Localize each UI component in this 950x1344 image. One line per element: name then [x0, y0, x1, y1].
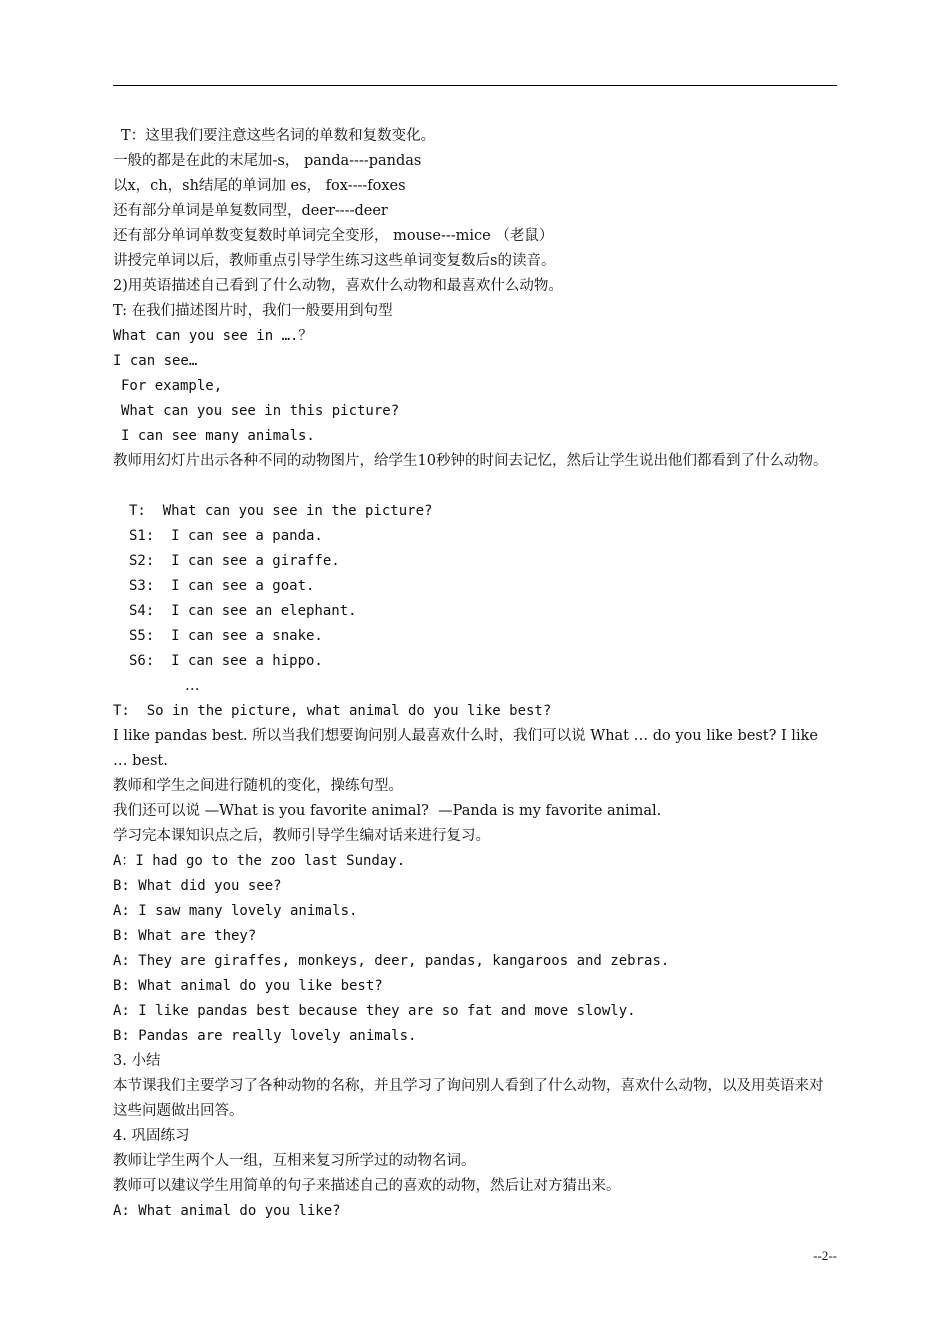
- dialogue-line: B: Pandas are really lovely animals.: [113, 1028, 417, 1044]
- section-heading: 4. 巩固练习: [113, 1128, 190, 1144]
- text-line: 教师让学生两个人一组，互相来复习所学过的动物名词。: [113, 1153, 476, 1169]
- dialogue-line: S6: I can see a hippo.: [129, 653, 323, 669]
- text-line: 教师和学生之间进行随机的变化，操练句型。: [113, 778, 403, 794]
- text-line: T：这里我们要注意这些名词的单数和复数变化。: [121, 128, 436, 144]
- dialogue-line: B: What are they?: [113, 928, 257, 944]
- text-line: 还有部分单词是单复数同型，deer----deer: [113, 203, 388, 219]
- text-line: 我们还可以说 —What is you favorite animal? —Panda is my favorite animal.: [113, 803, 662, 819]
- dialogue-line: A: They are giraffes, monkeys, deer, pandas, kangaroos and zebras.: [113, 953, 670, 969]
- text-line: 学习完本课知识点之后，教师引导学生编对话来进行复习。: [113, 828, 490, 844]
- dialogue-line: A：I had go to the zoo last Sunday.: [113, 853, 406, 869]
- dialogue-line: S3: I can see a goat.: [129, 578, 315, 594]
- dialogue-line: T: What can you see in the picture?: [129, 503, 433, 519]
- dialogue-line: B: What did you see?: [113, 878, 282, 894]
- dialogue-line: S1: I can see a panda.: [129, 528, 323, 544]
- text-line: What can you see in this picture?: [121, 403, 400, 419]
- text-line: 2)用英语描述自己看到了什么动物，喜欢什么动物和最喜欢什么动物。: [113, 278, 563, 294]
- text-line: T: 在我们描述图片时，我们一般要用到句型: [113, 303, 393, 319]
- dialogue-line: S5: I can see a snake.: [129, 628, 323, 644]
- dialogue-line: S4: I can see an elephant.: [129, 603, 357, 619]
- dialogue-line: A: I like pandas best because they are so fat and move slowly.: [113, 1003, 636, 1019]
- text-paragraph: 本节课我们主要学习了各种动物的名称，并且学习了询问别人看到了什么动物，喜欢什么动物，以及用英语来对这些问题做出回答。: [113, 1078, 824, 1119]
- text-line: I can see many animals.: [121, 428, 315, 444]
- page-number: --2--: [813, 1248, 837, 1263]
- text-line: 讲授完单词以后，教师重点引导学生练习这些单词变复数后s的读音。: [113, 253, 556, 269]
- text-line: For example,: [121, 378, 223, 394]
- dialogue-line: S2: I can see a giraffe.: [129, 553, 340, 569]
- header-rule: [113, 85, 837, 86]
- text-paragraph: I like pandas best. 所以当我们想要询问别人最喜欢什么时，我们可以说 What … do you like best? I like … best.: [113, 728, 818, 769]
- dialogue-line: A: I saw many lovely animals.: [113, 903, 358, 919]
- text-paragraph: 教师用幻灯片出示各种不同的动物图片，给学生10秒钟的时间去记忆，然后让学生说出他们都看到了什么动物。: [113, 453, 828, 469]
- text-line: 以x，ch，sh结尾的单词加 es， fox----foxes: [113, 178, 406, 194]
- document-body: [113, 124, 837, 1224]
- dialogue-line: B: What animal do you like best?: [113, 978, 383, 994]
- ellipsis-line: …: [185, 678, 200, 694]
- text-line: I can see…: [113, 353, 198, 369]
- text-line: 一般的都是在此的末尾加-s， panda----pandas: [113, 153, 422, 169]
- section-heading: 3. 小结: [113, 1053, 161, 1069]
- text-line: What can you see in ….？: [113, 328, 313, 344]
- dialogue-line: T: So in the picture, what animal do you like best?: [113, 703, 552, 719]
- text-line: 还有部分单词单数变复数时单词完全变形， mouse---mice （老鼠）: [113, 228, 554, 244]
- text-line: 教师可以建议学生用简单的句子来描述自己的喜欢的动物，然后让对方猜出来。: [113, 1178, 621, 1194]
- dialogue-line: A: What animal do you like?: [113, 1203, 341, 1219]
